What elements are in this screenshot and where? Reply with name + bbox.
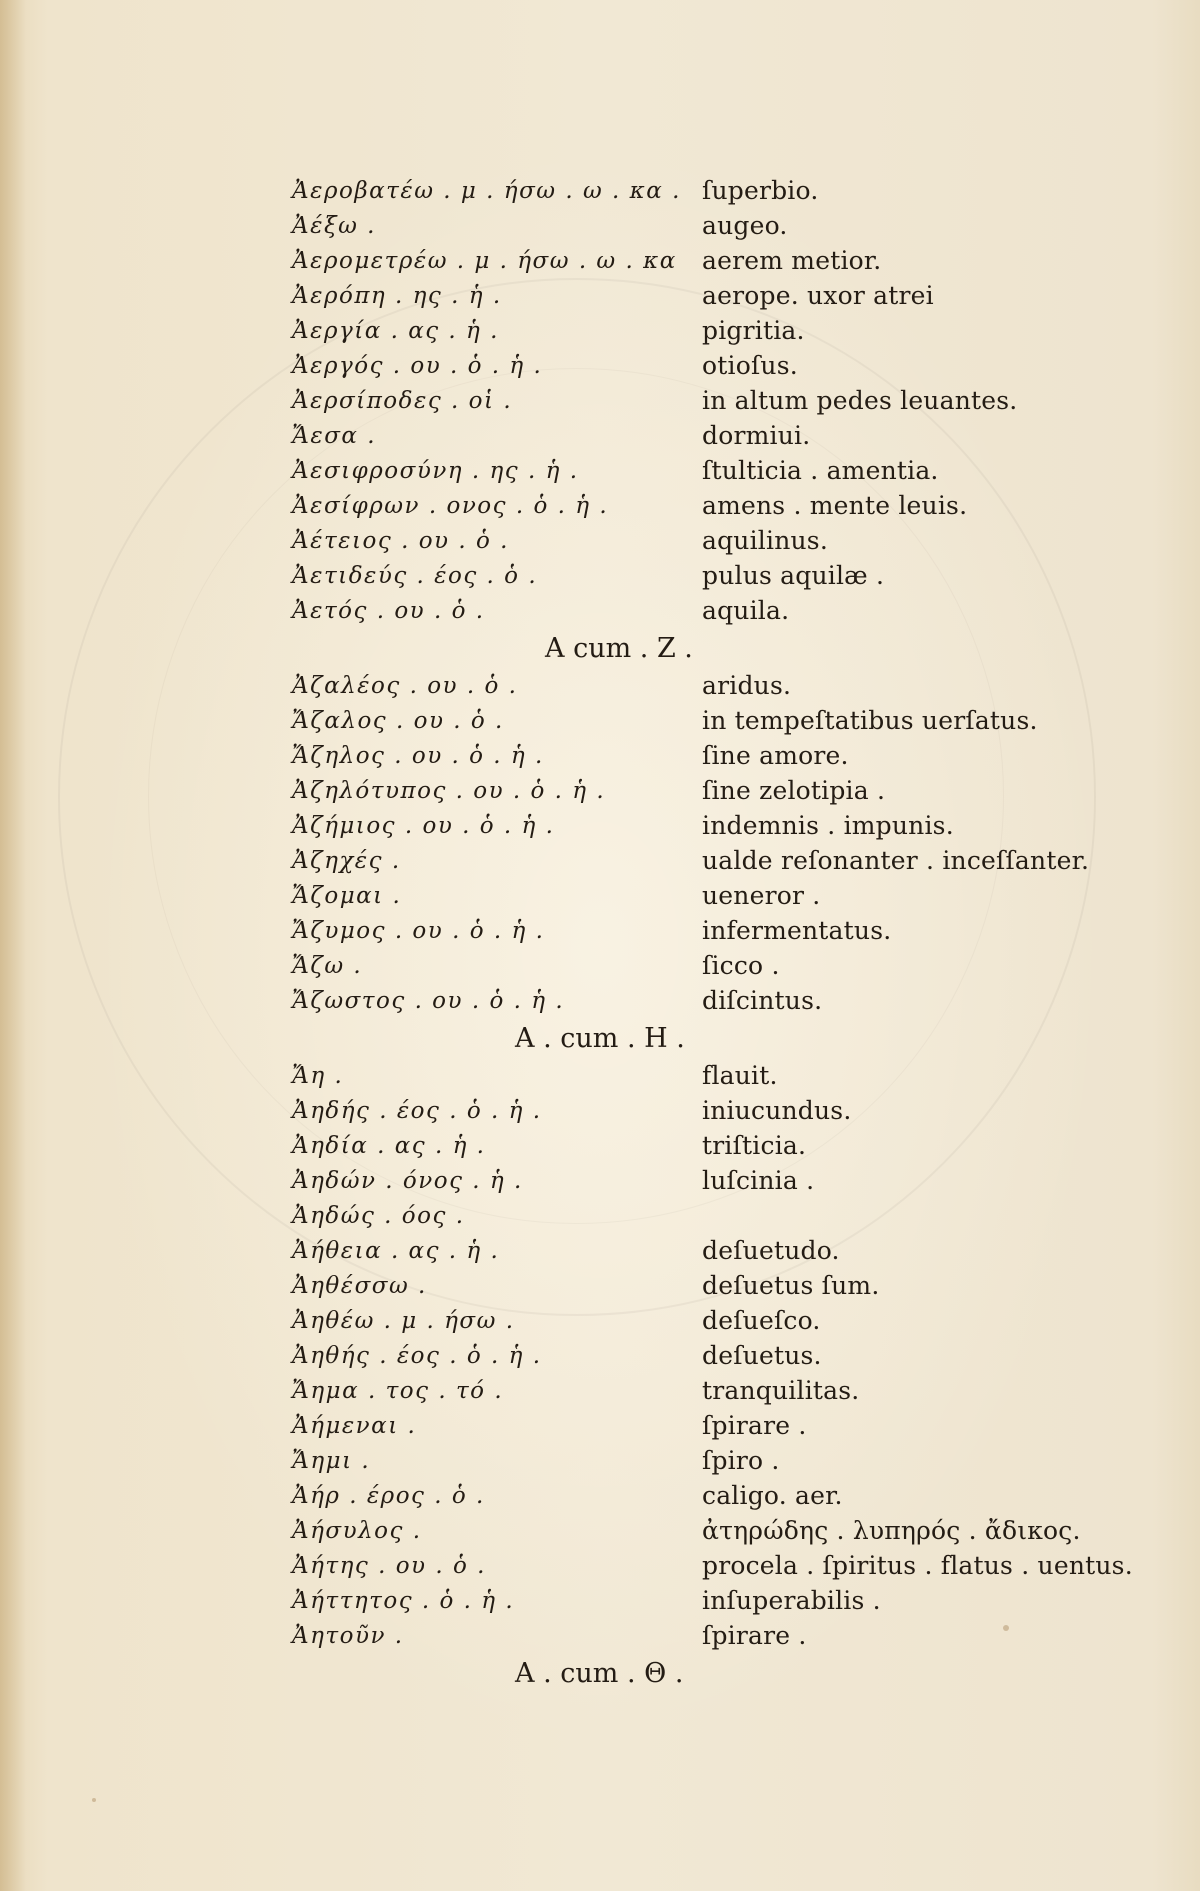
latin-gloss: ſpiro . — [702, 1446, 780, 1475]
latin-gloss: ſine zelotipia . — [702, 776, 886, 805]
latin-gloss: pulus aquilæ . — [702, 561, 885, 590]
greek-headword: Ἀήθεια . ας . ἡ . — [292, 1238, 500, 1264]
section-heading-theta: A . cum . Θ . — [515, 1658, 684, 1689]
lexicon-entry — [290, 914, 1140, 949]
greek-headword: Ἄημα . τος . τό . — [292, 1378, 504, 1404]
latin-gloss: deſuetudo. — [702, 1236, 840, 1265]
latin-gloss: ſtulticia . amentia. — [702, 456, 939, 485]
greek-headword: Ἀεργία . ας . ἡ . — [292, 318, 499, 344]
lexicon-entry — [290, 1409, 1140, 1444]
lexicon-entry — [290, 774, 1140, 809]
latin-gloss: ſicco . — [702, 951, 780, 980]
entries-section-ae — [290, 174, 1140, 629]
greek-headword: Ἄζω . — [292, 953, 363, 979]
lexicon-entry — [290, 1199, 1140, 1234]
greek-headword: Ἀήρ . έρος . ὁ . — [292, 1483, 485, 1509]
latin-gloss: deſuetus. — [702, 1341, 822, 1370]
lexicon-entry — [290, 1094, 1140, 1129]
entries-section-ae-eta — [290, 1059, 1140, 1654]
lexicon-entry — [290, 1584, 1140, 1619]
lexicon-entry — [290, 174, 1140, 209]
latin-gloss: aerope. uxor atrei — [702, 281, 934, 310]
greek-headword: Ἀζηχές . — [292, 848, 401, 874]
lexicon-entry — [290, 1374, 1140, 1409]
latin-gloss: otioſus. — [702, 351, 798, 380]
greek-headword: Ἀερόπη . ης . ἡ . — [292, 283, 502, 309]
section-heading-row — [290, 629, 1140, 669]
lexicon-entry — [290, 1479, 1140, 1514]
section-heading-eta: A . cum . H . — [515, 1023, 685, 1054]
latin-gloss: deſuetus ſum. — [702, 1271, 880, 1300]
greek-headword: Ἀζηλότυπος . ου . ὁ . ἡ . — [292, 778, 606, 804]
greek-headword: Ἀήττητος . ὁ . ἡ . — [292, 1588, 515, 1614]
lexicon-entry — [290, 1619, 1140, 1654]
latin-gloss: ueneror . — [702, 881, 821, 910]
lexicon-entry — [290, 879, 1140, 914]
latin-gloss: in tempeſtatibus uerſatus. — [702, 706, 1038, 735]
lexicon-entry — [290, 384, 1140, 419]
latin-gloss: ἀτηρώδης . λυπηρός . ἄδικος. — [702, 1516, 1081, 1545]
greek-headword: Ἀετός . ου . ὁ . — [292, 598, 485, 624]
lexicon-entry — [290, 1514, 1140, 1549]
greek-headword: Ἄζυμος . ου . ὁ . ἡ . — [292, 918, 545, 944]
lexicon-entry — [290, 419, 1140, 454]
lexicon-entry — [290, 1339, 1140, 1374]
latin-gloss: aridus. — [702, 671, 792, 700]
greek-headword: Ἀεργός . ου . ὁ . ἡ . — [292, 353, 543, 379]
greek-headword: Ἀηθέσσω . — [292, 1273, 427, 1299]
lexicon-entry — [290, 489, 1140, 524]
lexicon-entry — [290, 1129, 1140, 1164]
greek-headword: Ἀερσίποδες . οἱ . — [292, 388, 513, 414]
greek-headword: Ἄημι . — [292, 1448, 371, 1474]
lexicon-entry — [290, 984, 1140, 1019]
lexicon-entry — [290, 669, 1140, 704]
greek-headword: Ἀερομετρέω . μ . ήσω . ω . κα — [292, 248, 677, 274]
lexicon-entry — [290, 809, 1140, 844]
latin-gloss: indemnis . impunis. — [702, 811, 954, 840]
paper-stain — [92, 1798, 96, 1802]
lexicon-entry — [290, 454, 1140, 489]
section-heading-row — [290, 1654, 1140, 1694]
latin-gloss: triſticia. — [702, 1131, 807, 1160]
latin-gloss: dormiui. — [702, 421, 811, 450]
greek-headword: Ἄη . — [292, 1063, 344, 1089]
greek-headword: Ἀέξω . — [292, 213, 376, 239]
greek-headword: Ἀεσιφροσύνη . ης . ἡ . — [292, 458, 579, 484]
greek-headword: Ἀηδώς . όος . — [292, 1203, 465, 1229]
lexicon-entry — [290, 1059, 1140, 1094]
latin-gloss: amens . mente leuis. — [702, 491, 968, 520]
greek-headword: Ἀεσίφρων . ονος . ὁ . ἡ . — [292, 493, 609, 519]
lexicon-entry — [290, 314, 1140, 349]
latin-gloss: diſcintus. — [702, 986, 823, 1015]
lexicon-entry — [290, 704, 1140, 739]
lexicon-entry — [290, 1234, 1140, 1269]
latin-gloss: ſpirare . — [702, 1621, 807, 1650]
lexicon-entry — [290, 1549, 1140, 1584]
latin-gloss: ſine amore. — [702, 741, 849, 770]
lexicon-entry — [290, 349, 1140, 384]
greek-headword: Ἀετιδεύς . έος . ὁ . — [292, 563, 538, 589]
lexicon-entry — [290, 594, 1140, 629]
greek-headword: Ἀηθής . έος . ὁ . ἡ . — [292, 1343, 542, 1369]
section-heading-zeta: A cum . Z . — [545, 633, 693, 664]
latin-gloss: inſuperabilis . — [702, 1586, 881, 1615]
latin-gloss: ſuperbio. — [702, 176, 819, 205]
latin-gloss: aquila. — [702, 596, 790, 625]
entries-section-az — [290, 669, 1140, 1019]
lexicon-entry — [290, 524, 1140, 559]
greek-headword: Ἀζαλέος . ου . ὁ . — [292, 673, 518, 699]
greek-headword: Ἄεσα . — [292, 423, 377, 449]
greek-headword: Ἄζαλος . ου . ὁ . — [292, 708, 504, 734]
greek-headword: Ἀήτης . ου . ὁ . — [292, 1553, 486, 1579]
greek-headword: Ἀήσυλος . — [292, 1518, 422, 1544]
latin-gloss: caligo. aer. — [702, 1481, 843, 1510]
greek-headword: Ἄζωστος . ου . ὁ . ἡ . — [292, 988, 565, 1014]
latin-gloss: flauit. — [702, 1061, 778, 1090]
lexicon-entry — [290, 1164, 1140, 1199]
greek-headword: Ἀηθέω . μ . ήσω . — [292, 1308, 515, 1334]
latin-gloss: augeo. — [702, 211, 788, 240]
latin-gloss: infermentatus. — [702, 916, 892, 945]
lexicon-entry — [290, 244, 1140, 279]
section-heading-row — [290, 1019, 1140, 1059]
lexicon-entry — [290, 1269, 1140, 1304]
latin-gloss: tranquilitas. — [702, 1376, 860, 1405]
latin-gloss: luſcinia . — [702, 1166, 815, 1195]
page-edge-shadow — [0, 0, 26, 1891]
latin-gloss: aquilinus. — [702, 526, 828, 555]
latin-gloss: pigritia. — [702, 316, 805, 345]
lexicon-entry — [290, 559, 1140, 594]
latin-gloss: procela . ſpiritus . flatus . uentus. — [702, 1551, 1133, 1580]
greek-headword: Ἀηδής . έος . ὁ . ἡ . — [292, 1098, 542, 1124]
latin-gloss: in altum pedes leuantes. — [702, 386, 1018, 415]
lexicon-entry — [290, 1444, 1140, 1479]
lexicon-entry — [290, 209, 1140, 244]
lexicon-entry — [290, 1304, 1140, 1339]
lexicon-entry — [290, 279, 1140, 314]
greek-headword: Ἄζηλος . ου . ὁ . ἡ . — [292, 743, 544, 769]
greek-headword: Ἀήμεναι . — [292, 1413, 417, 1439]
lexicon-entry — [290, 949, 1140, 984]
greek-headword: Ἀητοῦν . — [292, 1623, 404, 1649]
greek-headword: Ἀηδία . ας . ἡ . — [292, 1133, 486, 1159]
greek-headword: Ἄζομαι . — [292, 883, 402, 909]
greek-headword: Ἀεροβατέω . μ . ήσω . ω . κα . — [292, 178, 681, 204]
latin-gloss: ſpirare . — [702, 1411, 807, 1440]
latin-gloss: deſueſco. — [702, 1306, 821, 1335]
greek-headword: Ἀέτειος . ου . ὁ . — [292, 528, 509, 554]
greek-headword: Ἀζήμιος . ου . ὁ . ἡ . — [292, 813, 555, 839]
latin-gloss: iniucundus. — [702, 1096, 852, 1125]
lexicon-column — [290, 174, 1140, 1694]
latin-gloss: ualde reſonanter . inceſſanter. — [702, 846, 1090, 875]
latin-gloss: aerem metior. — [702, 246, 882, 275]
lexicon-entry — [290, 739, 1140, 774]
greek-headword: Ἀηδών . όνος . ἡ . — [292, 1168, 523, 1194]
lexicon-entry — [290, 844, 1140, 879]
